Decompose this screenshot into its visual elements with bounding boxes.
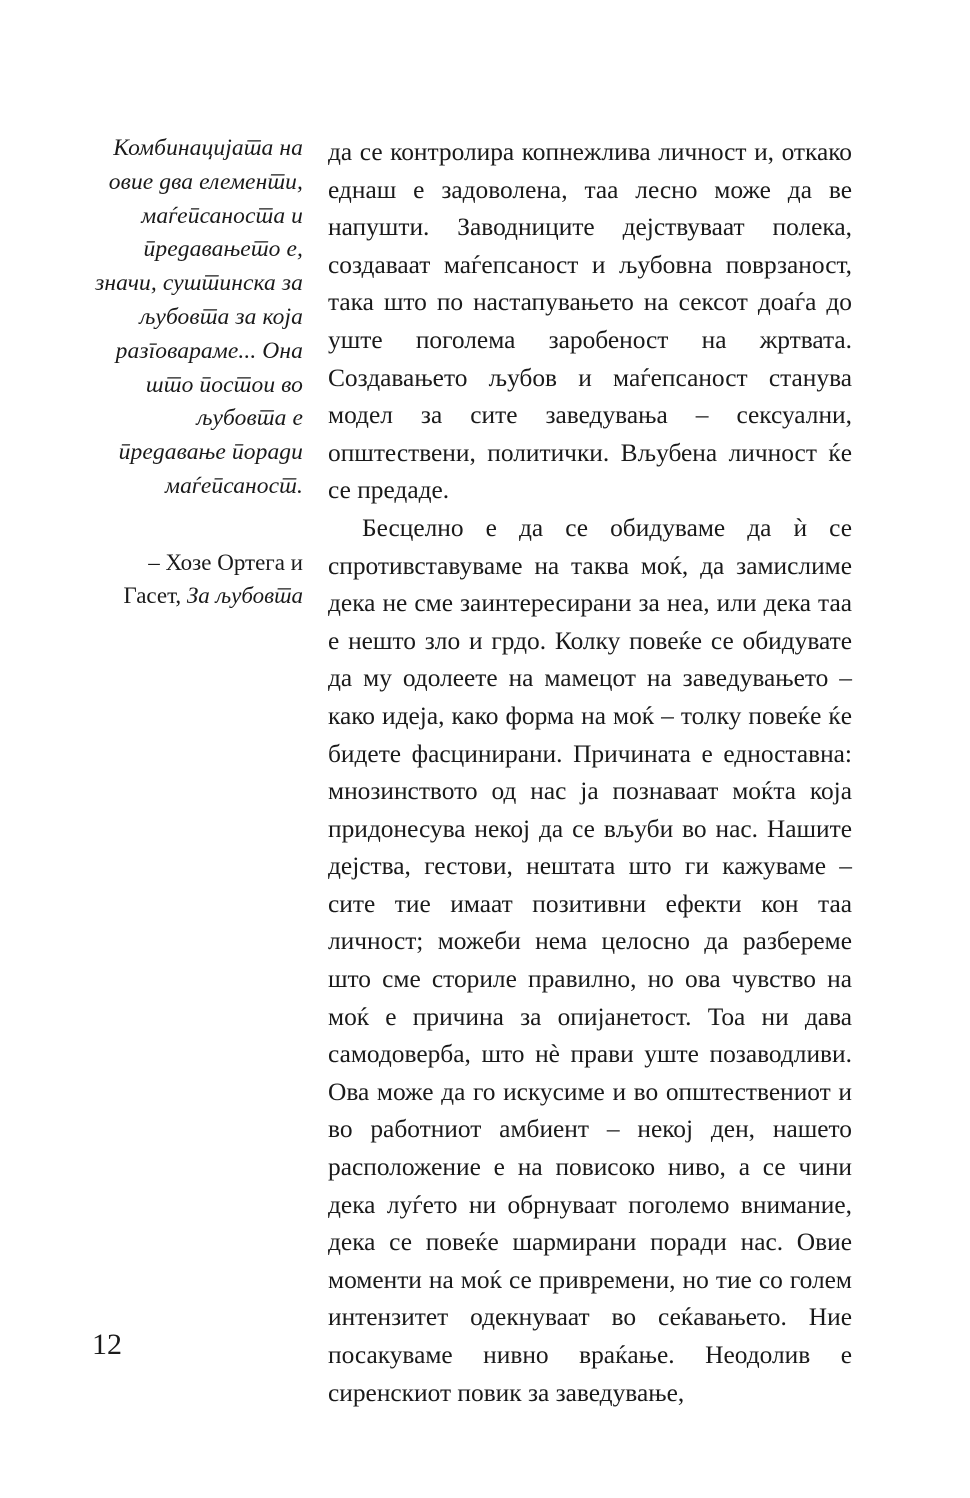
margin-note-block [95,132,303,612]
page-number: 12 [92,1328,122,1361]
body-paragraph: Бесцелно е да се обидуваме да ѝ се спротивставуваме на таква моќ, да замислиме дека не сме заинтересирани за неа, или дека таа е нешто зло и грдо. Колку повеќе се обидувате да му одолеете на мамецот на заведувањето – како идеја, како форма на моќ – толку повеќе ќе бидете фасцинирани. Причината е едноставна: мнозинството од нас ја познаваат моќта која придонесува некој да се вљуби во нас. Нашите дејства, гестови, нештата што ги кажуваме – сите тие имаат позитивни ефекти кон таа личност; можеби нема целосно да разбереме што сме сториле правилно, но ова чувство на моќ е причина за опијанетост. Тоа ни дава самодоверба, што нѐ прави уште позаводливи. Ова може да го искусиме и во општествениот и во работниот амбиент – некој ден, нашето расположение е на повисоко ниво, а се чини дека луѓето ни обрнуваат поголемо внимание, дека се повеќе шармирани поради нас. Овие моменти на моќ се привремени, но тие со голем интензитет одекнуваат во сеќавањето. Ние посакуваме нивно враќање. Неодолив е сиренскиот повик за заведување, [328,513,852,1407]
pull-quote-text: Комбинацијата на овие два елементи, маѓепсаноста и предавањето е, значи, суштинска за љубовта за која разговараме... Она што постои во љубовта е предавање поради маѓепсаност. [95,135,303,499]
body-text-column [328,134,852,1412]
attribution-author: – Хозе Ортега и Гасет, [123,549,303,608]
attribution-work-title: За љубовта [186,582,303,608]
quote-attribution [95,546,303,612]
body-paragraph-continued: да се контролира копнежлива личност и, откако еднаш е задоволена, таа лесно може да ве напушти. Заводниците дејствуваат полека, создаваат маѓепсаност и љубовна поврзаност, така што по настапувањето на сексот доаѓа до уште поголема заробеност на жртвата. Создавањето љубов и маѓепсаност станува модел за сите заведувања – сексуални, општествени, политички. Вљубена личност ќе се предаде. [328,138,852,505]
